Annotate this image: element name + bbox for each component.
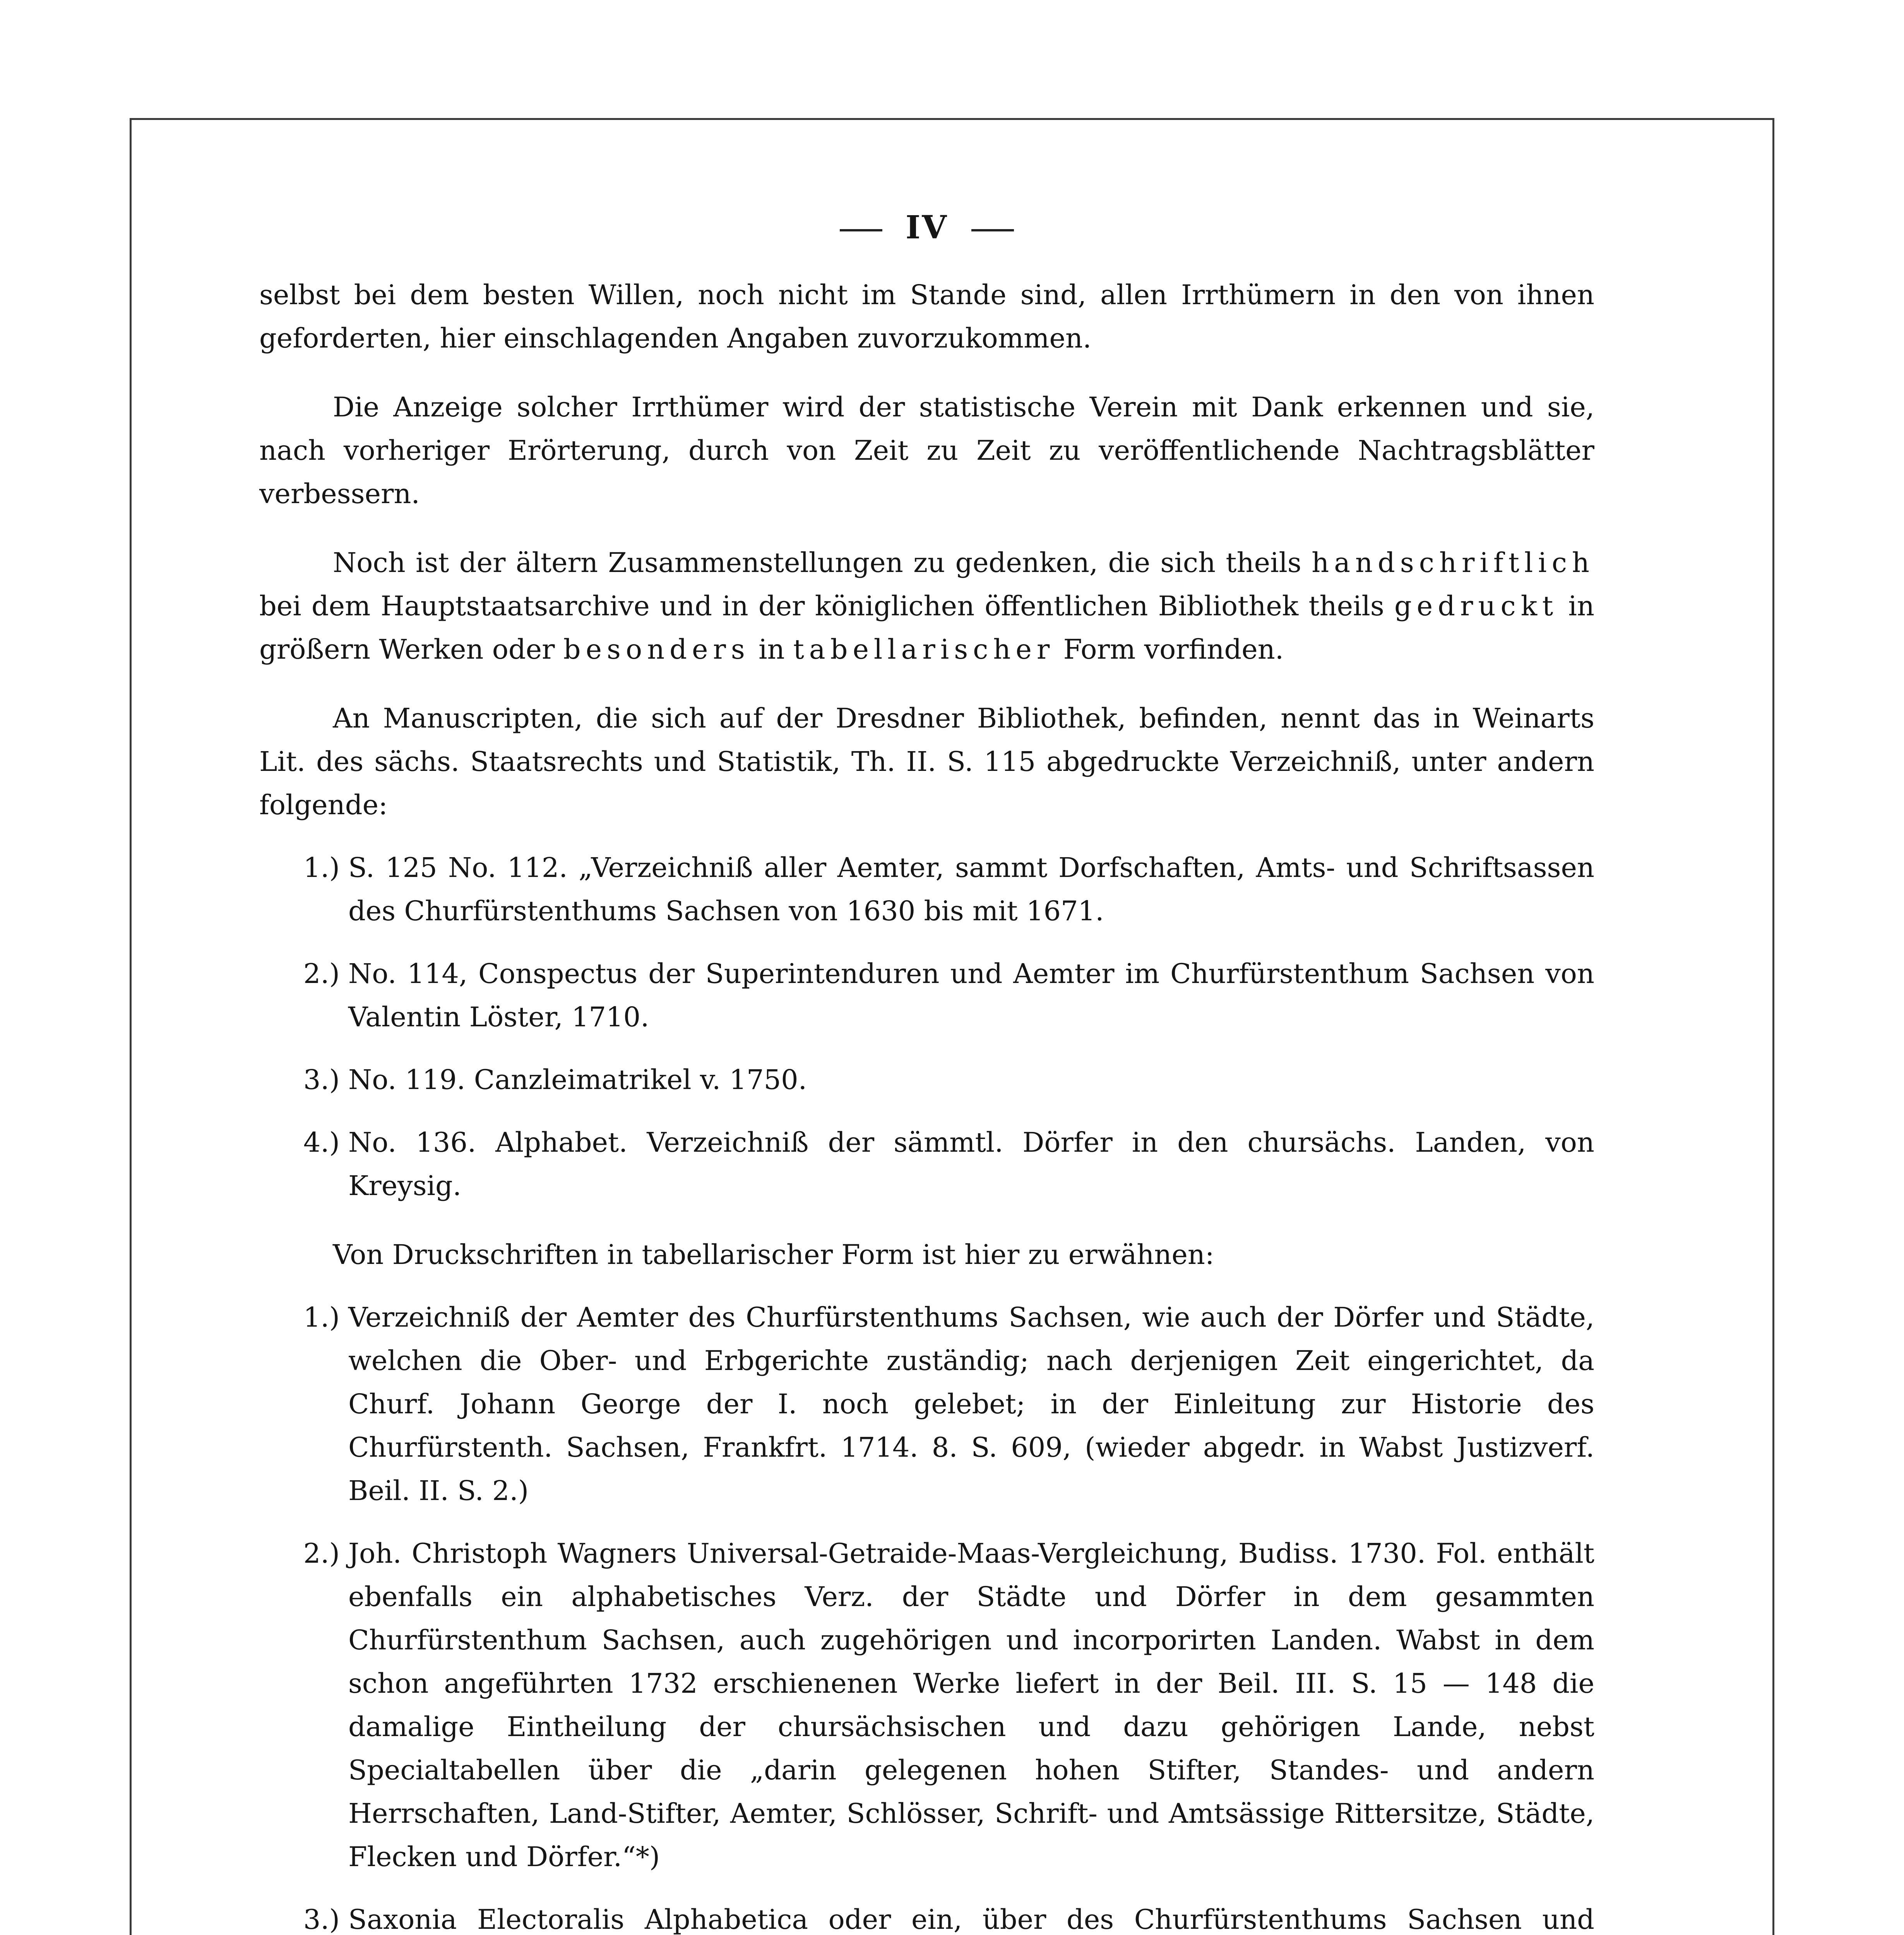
list-item-number: 3.) bbox=[303, 1904, 340, 1935]
list-item-text: Saxonia Electoralis Alphabetica oder ein, über des Churfürstenthums Sachsen und bbox=[348, 1904, 1594, 1935]
emphasis-tabellarischer: tabellarischer bbox=[793, 634, 1055, 665]
document-page bbox=[259, 209, 1594, 1935]
print-list bbox=[259, 1296, 1594, 1935]
list-item bbox=[259, 1121, 1594, 1207]
list-item-text: No. 119. Canzleimatrikel v. 1750. bbox=[348, 1064, 807, 1096]
header-dash-right bbox=[971, 229, 1014, 231]
list-item bbox=[259, 1058, 1594, 1101]
list-item-text: Joh. Christoph Wagners Universal-Getraide-Maas-Vergleichung, Budiss. 1730. Fol. enthält ebenfalls ein alphabetisches Verz. der Städte und Dörfer in dem gesammten Churfürstenthum Sachsen, auch zugehörigen und incorporirten Landen. Wabst in dem schon angeführten 1732 erschienenen Werke liefert in der Beil. III. S. 15 — 148 die damalige Eintheilung der chursächsischen und dazu gehörigen Lande, nebst Specialtabellen über die „darin gelegenen hohen Stifter, Standes- und andern Herrschaften, Land-Stifter, Aemter, Schlösser, Schrift- und Amtsässige Rittersitze, Städte, Flecken und Dörfer.“*) bbox=[348, 1538, 1594, 1873]
emphasis-handschriftlich: handschriftlich bbox=[1312, 547, 1594, 579]
list-item-number: 2.) bbox=[303, 958, 340, 990]
page-header bbox=[259, 209, 1594, 246]
list-item bbox=[259, 1898, 1594, 1935]
page-number: IV bbox=[906, 209, 948, 246]
paragraph-3-text-1: Noch ist der ältern Zusammenstellungen zu gedenken, die sich theils bbox=[333, 547, 1312, 579]
header-dash-left bbox=[840, 229, 882, 231]
list-item-text: No. 136. Alphabet. Verzeichniß der sämmtl. Dörfer in den chursächs. Landen, von Kreysig. bbox=[348, 1127, 1594, 1202]
list-item-text: Verzeichniß der Aemter des Churfürstenthums Sachsen, wie auch der Dörfer und Städte, welchen die Ober- und Erbgerichte zuständig; nach derjenigen Zeit eingerichtet, da Churf. Johann George der I. noch gelebet; in der Einleitung zur Historie des Churfürstenth. Sachsen, Frankfrt. 1714. 8. S. 609, (wieder abgedr. in Wabst Justizverf. Beil. II. S. 2.) bbox=[348, 1301, 1594, 1507]
emphasis-besonders: besonders bbox=[563, 634, 750, 665]
list-item-number: 3.) bbox=[303, 1064, 340, 1096]
paragraph-3 bbox=[259, 541, 1594, 671]
paragraph-3-text-5: Form vorfinden. bbox=[1055, 634, 1284, 665]
list-item-number: 4.) bbox=[303, 1127, 340, 1158]
list-item-number: 1.) bbox=[303, 852, 340, 884]
list-item bbox=[259, 846, 1594, 933]
paragraph-5: Von Druckschriften in tabellarischer Form ist hier zu erwähnen: bbox=[333, 1239, 1214, 1271]
emphasis-gedruckt: gedruckt bbox=[1394, 590, 1558, 622]
manuscript-list bbox=[259, 846, 1594, 1207]
list-item-number: 2.) bbox=[303, 1538, 340, 1569]
list-item-text: No. 114, Conspectus der Superintenduren und Aemter im Churfürstenthum Sachsen von Valentin Löster, 1710. bbox=[348, 958, 1594, 1033]
paragraph-4: An Manuscripten, die sich auf der Dresdner Bibliothek, befinden, nennt das in Weinarts Lit. des sächs. Staatsrechts und Statistik, Th. II. S. 115 abgedruckte Verzeichniß, unter andern folgende: bbox=[259, 702, 1594, 821]
list-item bbox=[259, 1532, 1594, 1878]
paragraph-3-text-3: in größern Werken oder bbox=[259, 590, 1594, 665]
paragraph-2: Die Anzeige solcher Irrthümer wird der statistische Verein mit Dank erkennen und sie, nach vorheriger Erörterung, durch von Zeit zu Zeit zu veröffentlichende Nachtragsblätter verbessern. bbox=[259, 391, 1594, 510]
list-item-text: S. 125 No. 112. „Verzeichniß aller Aemter, sammt Dorfschaften, Amts- und Schriftsassen des Churfürstenthums Sachsen von 1630 bis mit 1671. bbox=[348, 852, 1594, 927]
list-item bbox=[259, 1296, 1594, 1512]
paragraph-3-text-2: bei dem Hauptstaatsarchive und in der königlichen öffentlichen Bibliothek theils bbox=[259, 590, 1394, 622]
paragraph-1: selbst bei dem besten Willen, noch nicht im Stande sind, allen Irrthümern in den von ihnen geforderten, hier einschlagenden Angaben zuvorzukommen. bbox=[259, 279, 1594, 354]
list-item-number: 1.) bbox=[303, 1301, 340, 1333]
paragraph-3-text-4: in bbox=[750, 634, 793, 665]
list-item bbox=[259, 952, 1594, 1039]
